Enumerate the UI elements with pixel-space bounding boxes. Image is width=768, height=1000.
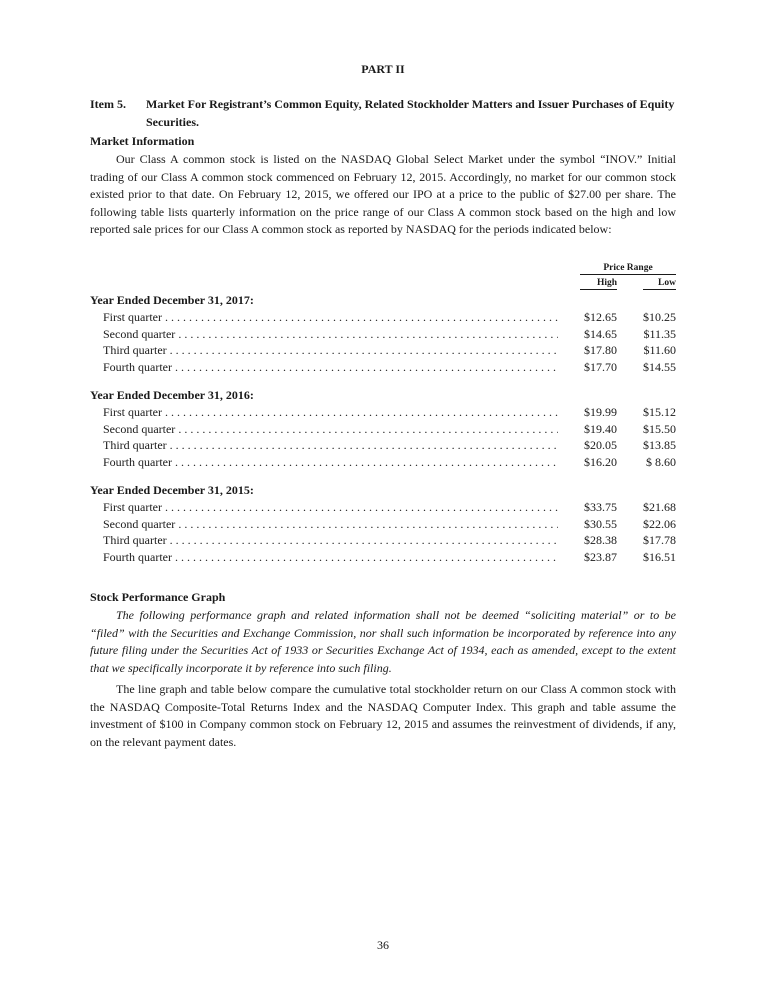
low-price: $11.60 (643, 342, 676, 360)
quarter-label: Third quarter . . . (103, 532, 558, 550)
table-row (90, 326, 676, 343)
stock-performance-heading: Stock Performance Graph (90, 590, 226, 604)
market-information-paragraph: Our Class A common stock is listed on the NASDAQ Global Select Market under the symbol “INOV.” Initial trading of our Class A common stock commenced on February 12, 2015. Accordingly, no market for our common stock existed prior to that date. On February 12, 2015, we offered our IPO at a price to the public of $27.00 per share. The following table lists quarterly information on the price range of our Class A common stock based on the high and low reported sale prices for our Class A common stock as reported by NASDAQ for the periods indicated below: (90, 152, 676, 236)
page-number: 36 (377, 938, 389, 952)
item-title: Market For Registrant’s Common Equity, Related Stockholder Matters and Issuer Purchases of Equity Securities. (146, 97, 675, 129)
high-price: $20.05 (580, 437, 617, 455)
table-row (90, 421, 676, 438)
table-row (90, 309, 676, 326)
low-price: $10.25 (643, 309, 676, 327)
high-price: $12.65 (580, 309, 617, 327)
high-price: $33.75 (580, 499, 617, 517)
table-row (90, 549, 676, 566)
low-column-header: Low (643, 277, 676, 290)
high-price: $23.87 (580, 549, 617, 567)
low-price: $22.06 (643, 516, 676, 534)
stock-performance-paragraph: The line graph and table below compare the cumulative total stockholder return on our Class A common stock with the NASDAQ Composite-Total Returns Index and the NASDAQ Computer Index. This graph and table assume the investment of $100 in Company common stock on February 12, 2015 and assumes the reinvestment of dividends, if any, on the relevant payment dates. (90, 682, 676, 749)
quarter-label: Fourth quarter . . . (103, 359, 558, 377)
quarter-label: Second quarter . . . (103, 421, 558, 439)
low-price: $13.85 (643, 437, 676, 455)
table-row (90, 359, 676, 376)
table-row (90, 454, 676, 471)
high-price: $17.70 (580, 359, 617, 377)
table-row (90, 437, 676, 454)
price-range-header: Price Range (580, 262, 676, 275)
table-row (90, 404, 676, 421)
table-row (90, 516, 676, 533)
price-section-2015 (90, 482, 676, 565)
high-column-header: High (580, 277, 617, 290)
quarter-label: First quarter . . . (103, 499, 558, 517)
high-price: $30.55 (580, 516, 617, 534)
table-row (90, 532, 676, 549)
low-price: $14.55 (643, 359, 676, 377)
item-heading (90, 96, 676, 131)
stock-performance-disclaimer: The following performance graph and related information shall not be deemed “soliciting material” or to be “filed” with the Securities and Exchange Commission, nor shall such information be incorporated by reference into any future filing under the Securities Act of 1933 or Securities Exchange Act of 1934, each as amended, except to the extent that we specifically incorporate it by reference into such filing. (90, 608, 676, 675)
section-title: Year Ended December 31, 2015: (90, 483, 254, 497)
low-price: $16.51 (643, 549, 676, 567)
high-price: $14.65 (580, 326, 617, 344)
price-section-2016 (90, 387, 676, 470)
document-page (90, 0, 676, 1000)
quarter-label: First quarter . . . (103, 404, 558, 422)
item-number: Item 5. (90, 97, 126, 111)
low-price: $15.50 (643, 421, 676, 439)
high-price: $28.38 (580, 532, 617, 550)
section-title: Year Ended December 31, 2016: (90, 388, 254, 402)
market-information-heading: Market Information (90, 134, 195, 148)
high-price: $19.40 (580, 421, 617, 439)
part-heading: PART II (361, 62, 405, 76)
low-price: $21.68 (643, 499, 676, 517)
low-price: $11.35 (643, 326, 676, 344)
high-price: $19.99 (580, 404, 617, 422)
quarter-label: Third quarter . . . (103, 342, 558, 360)
quarter-label: Second quarter . . . (103, 326, 558, 344)
low-price: $ 8.60 (643, 454, 676, 472)
quarter-label: Fourth quarter . . . (103, 454, 558, 472)
high-price: $16.20 (580, 454, 617, 472)
quarter-label: Fourth quarter . . . (103, 549, 558, 567)
table-row (90, 499, 676, 516)
quarter-label: Second quarter . . . (103, 516, 558, 534)
section-title: Year Ended December 31, 2017: (90, 293, 254, 307)
table-row (90, 342, 676, 359)
high-price: $17.80 (580, 342, 617, 360)
low-price: $17.78 (643, 532, 676, 550)
quarter-label: First quarter . . . (103, 309, 558, 327)
low-price: $15.12 (643, 404, 676, 422)
price-section-2017 (90, 292, 676, 375)
quarter-label: Third quarter . . . (103, 437, 558, 455)
